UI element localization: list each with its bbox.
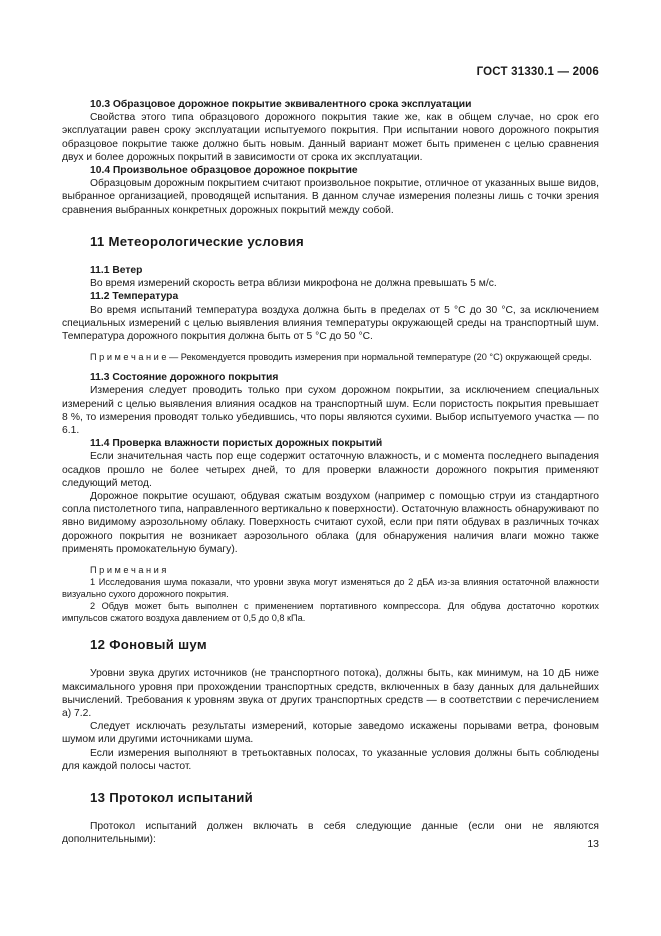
section-heading-13: 13 Протокол испытаний [90, 789, 254, 805]
section-heading-12: 12 Фоновый шум [90, 637, 207, 653]
note-2: 2 Обдув может быть выполнен с применением портативного компрессора. Для обдува достаточно коротких импульсов сжатого воздуха давлением от 0,5 до 0,8 кПа. [62, 601, 599, 624]
paragraph-11-4b: Дорожное покрытие осушают, обдувая сжатым воздухом (например с помощью струи из стандартного сопла пистолетного типа, направленного вертикально к поверхности). Остаточную влажность обнаруживают по явно видимому аэрозольному облаку. Поверхность считают сухой, если при пяти обдувах в различных точках дорожного покрытия не возникает аэрозольного облака (для обнаружения наличия влаги можно также применять промокательную бумагу). [62, 491, 599, 555]
section-heading-11: 11 Метеорологические условия [90, 233, 305, 249]
paragraph-11-3: Измерения следует проводить только при сухом дорожном покрытии, за исключением специальных измерений с целью выявления влияния осадков на транспортный шум. Если пористость покрытия превышает 8 %, то измерения проводят только убедившись, что поры являются сухими. Выбор испытуемого участка — по 6.1. [62, 385, 599, 437]
paragraph-13-1: Протокол испытаний должен включать в себя следующие данные (если они не являются дополнительными): [62, 821, 599, 846]
paragraph-11-4a: Если значительная часть пор еще содержит остаточную влажность, и с момента последнего выпадения осадков прошло не более четырех дней, то для проверки влажности дорожного покрытия применяют следующий метод. [62, 451, 599, 489]
paragraph-12-1: Уровни звука других источников (не транспортного потока), должны быть, как минимум, на 10 дБ ниже максимального уровня при прохождении транспортных средств, включенных в базу данных для дальнейших вычислений. Требования к уровням звука от других транспортных средств — в соответствии с перечислением а) 7.2. [62, 668, 599, 719]
subsection-heading-11-4: 11.4 Проверка влажности пористых дорожных покрытий [90, 438, 383, 450]
notes-label: П р и м е ч а н и я [90, 565, 167, 576]
paragraph-11-1: Во время измерений скорость ветра вблизи микрофона не должна превышать 5 м/с. [90, 278, 497, 290]
note-1: 1 Исследования шума показали, что уровни звука могут изменяться до 2 дБА из-за влияния остаточной влажности визуально сухого дорожного покрытия. [62, 577, 599, 600]
paragraph-11-2: Во время испытаний температура воздуха должна быть в пределах от 5 °С до 30 °С, за исключением специальных измерений с целью выявления влияния температуры окружающей среды на транспортный шум. Температура дорожного покрытия должна быть от 5 °С до 50 °С. [62, 304, 599, 343]
note-text: — Рекомендуется проводить измерения при нормальной температуре (20 °С) окружающей среды. [166, 352, 592, 363]
paragraph-10-4: Образцовым дорожным покрытием считают произвольное покрытие, отличное от указанных выше видов, выбранное организацией, проводящей испытания. В данном случае измерения полезны лишь с точки зрения сравнения выбранных конкретных дорожных покрытий между собой. [62, 178, 599, 216]
subsection-heading-10-4: 10.4 Произвольное образцовое дорожное покрытие [90, 165, 358, 177]
subsection-heading-10-3: 10.3 Образцовое дорожное покрытие эквивалентного срока эксплуатации [90, 99, 472, 110]
subsection-heading-11-2: 11.2 Температура [90, 291, 179, 303]
paragraph-10-3: Свойства этого типа образцового дорожного покрытия такие же, как в общем случае, но срок его эксплуатации равен сроку эксплуатации испытуемого покрытия. При испытании нового дорожного покрытия образцовое покрытие также должно быть новым. Данный вариант может быть применен с целью сравнения двух и более дорожных покрытий в зависимости от срока их эксплуатации. [62, 112, 599, 163]
standard-header: ГОСТ 31330.1 — 2006 [476, 66, 599, 78]
note-11-2 [62, 351, 599, 363]
page-number: 13 [587, 838, 599, 850]
subsection-heading-11-1: 11.1 Ветер [90, 265, 143, 277]
page-content [62, 98, 599, 847]
paragraph-12-3: Если измерения выполняют в третьоктавных полосах, то указанные условия должны быть соблюдены для каждой полосы частот. [62, 747, 599, 772]
note-label: П р и м е ч а н и е [90, 352, 167, 363]
paragraph-12-2: Следует исключать результаты измерений, которые заведомо искажены порывами ветра, фоновым шумом или другими источниками шума. [62, 721, 599, 746]
subsection-heading-11-3: 11.3 Состояние дорожного покрытия [90, 372, 279, 384]
